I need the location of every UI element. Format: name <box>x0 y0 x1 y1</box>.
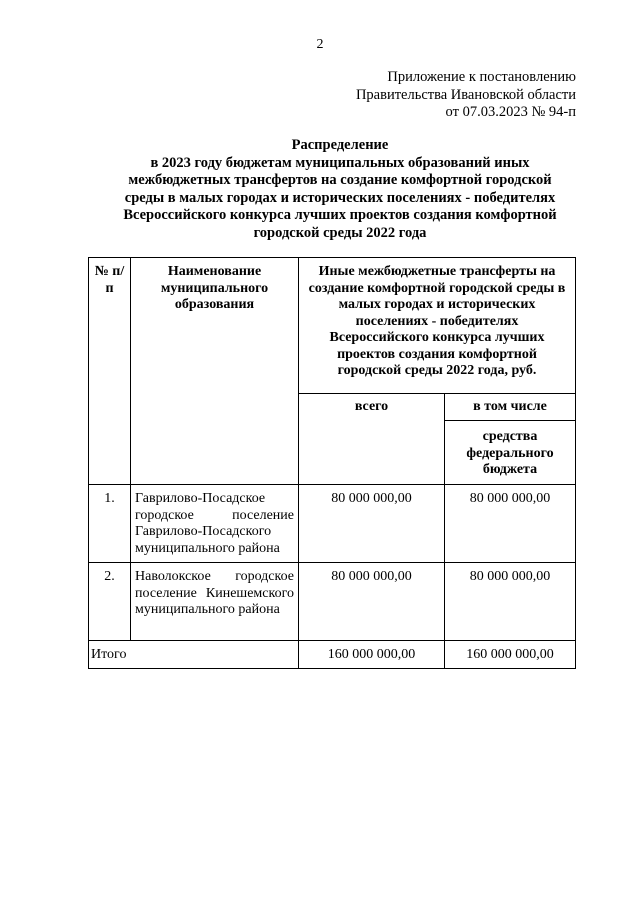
col-total-header: всего <box>299 394 445 485</box>
amount-federal: 80 000 000,00 <box>445 563 576 641</box>
title-line: Распределение <box>291 137 389 153</box>
annex-line: от 07.03.2023 № 94-п <box>445 104 576 120</box>
distribution-table <box>88 257 576 669</box>
title-line: Всероссийского конкурса лучших проектов создания комфортной <box>123 207 557 223</box>
summary-total: 160 000 000,00 <box>299 641 445 669</box>
document-title <box>60 137 620 242</box>
title-line: среды в малых городах и исторических поселениях - победителях <box>124 189 556 206</box>
amount-total: 80 000 000,00 <box>299 563 445 641</box>
amount-total: 80 000 000,00 <box>299 485 445 563</box>
annex-header <box>356 69 576 122</box>
table-summary-row <box>89 641 576 669</box>
table-row <box>89 563 576 641</box>
col-federal-header: средства федерального бюджета <box>445 421 576 485</box>
title-line: городской среды 2022 года <box>253 224 427 241</box>
title-line: в 2023 году бюджетам муниципальных образований иных <box>150 154 530 171</box>
col-name-header: Наименование муниципального образования <box>131 258 299 485</box>
summary-label: Итого <box>89 641 299 669</box>
amount-federal: 80 000 000,00 <box>445 485 576 563</box>
title-line: межбюджетных трансфертов на создание комфортной городской <box>128 172 552 188</box>
summary-federal: 160 000 000,00 <box>445 641 576 669</box>
annex-line: Правительства Ивановской области <box>355 86 576 103</box>
municipality-name: Гаврилово-Посадское городское поселение Гаврилово-Посадского муниципального района <box>131 485 299 563</box>
col-transfers-header: Иные межбюджетные трансферты на создание комфортной городской среды в малых городах и исторических поселениях - победителях Всероссийского конкурса лучших проектов создания комфортной городской среды 2022 года, руб. <box>299 258 576 394</box>
col-including-header: в том числе <box>445 394 576 421</box>
col-num-header: № п/п <box>89 258 131 485</box>
municipality-name: Наволокское городское поселение Кинешемского муниципального района <box>131 563 299 641</box>
table-header-row <box>89 258 576 394</box>
row-number: 1. <box>89 485 131 563</box>
page-number: 2 <box>316 37 324 52</box>
table-row <box>89 485 576 563</box>
row-number: 2. <box>89 563 131 641</box>
annex-line: Приложение к постановлению <box>387 69 576 85</box>
